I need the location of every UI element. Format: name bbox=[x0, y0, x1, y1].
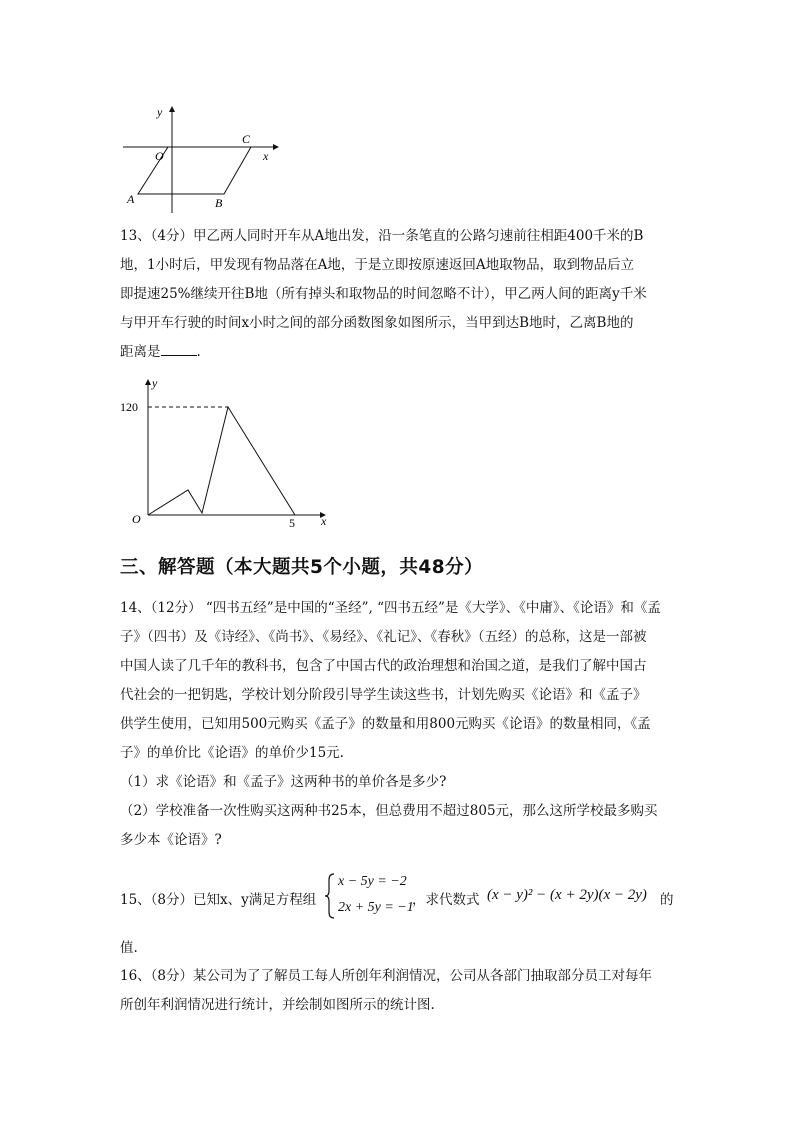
label-origin: O bbox=[155, 149, 164, 163]
q14-line: 代社会的一把钥匙，学校计划分阶段引导学生读这些书，计划先购买《论语》和《孟子》 bbox=[120, 687, 647, 703]
section-title: 三、解答题（本大题共5个小题，共48分） bbox=[120, 557, 484, 578]
tick-120: 120 bbox=[120, 400, 138, 414]
question-14 bbox=[120, 594, 680, 855]
q16-line: 16、（8分）某公司为了了解员工每人所创年利润情况，公司从各部门抽取部分员工对每年 bbox=[120, 968, 653, 984]
q15-prefix: 15、（8分）已知x、y满足方程组 bbox=[120, 892, 317, 908]
q13-line: 地，1小时后，甲发现有物品落在A地，于是立即按原速返回A地取物品，取到物品后立 bbox=[120, 257, 635, 273]
q14-line: 子》的单价比《论语》的单价少15元. bbox=[120, 745, 344, 761]
label-B: B bbox=[215, 196, 223, 210]
q14-line: 供学生使用，已知用500元购买《孟子》的数量和用800元购买《论语》的数量相同，《孟 bbox=[120, 716, 651, 732]
figure-distance-time-graph bbox=[110, 375, 340, 535]
label-y: y bbox=[157, 105, 163, 119]
q16-line: 所创年利润情况进行统计，并绘制如图所示的统计图. bbox=[120, 997, 435, 1013]
q13-line: 即提速25%继续开往B地（所有掉头和取物品的时间忽略不计），甲乙两人间的距离y千米 bbox=[120, 286, 647, 302]
label-C: C bbox=[242, 132, 251, 146]
q15-middle: ，求代数式 bbox=[412, 892, 480, 908]
q14-line: 中国人读了几千年的教科书，包含了中国古代的政治理想和治国之道，是我们了解中国古 bbox=[120, 658, 647, 674]
figure-parallelogram bbox=[115, 100, 290, 220]
q14-sub2: 多少本《论语》? bbox=[120, 832, 222, 848]
q14-line: 子》（四书）及《诗经》、《尚书》、《易经》、《礼记》、《春秋》（五经）的总称，这是一部被 bbox=[120, 629, 647, 645]
q14-sub2: （2）学校准备一次性购买这两种书25本，但总费用不超过805元，那么这所学校最多购买 bbox=[120, 803, 658, 819]
q13-suffix: . bbox=[196, 344, 201, 360]
function-graph bbox=[148, 407, 295, 515]
question-13 bbox=[120, 222, 680, 367]
q14-line: 14、（12分） “四书五经”是中国的“圣经”, “四书五经”是《大学》、《中庸》、《论语》和《孟 bbox=[120, 600, 661, 616]
equation-brace bbox=[324, 872, 336, 920]
answer-blank bbox=[161, 341, 197, 356]
label-origin: O bbox=[132, 512, 141, 526]
q13-line: 13、（4分）甲乙两人同时开车从A地出发，沿一条笔直的公路匀速前往相距400千米的B bbox=[120, 228, 644, 244]
tick-5: 5 bbox=[289, 516, 295, 530]
q15-continuation: 值. bbox=[120, 940, 138, 956]
q13-line: 与甲开车行驶的时间x小时之间的部分函数图象如图所示，当甲到达B地时，乙离B地的 bbox=[120, 315, 634, 331]
label-A: A bbox=[127, 192, 135, 206]
q13-prefix: 距离是 bbox=[120, 344, 161, 360]
label-x: x bbox=[321, 514, 327, 528]
label-y: y bbox=[152, 376, 158, 390]
equation-2: 2x + 5y = −1 bbox=[338, 900, 414, 915]
equation-1: x − 5y = −2 bbox=[338, 874, 407, 889]
q14-sub1: （1）求《论语》和《孟子》这两种书的单价各是多少? bbox=[120, 774, 447, 790]
q13-last-line bbox=[120, 338, 680, 367]
q15-suffix: 的 bbox=[660, 892, 674, 908]
algebraic-expression: (x − y)² − (x + 2y)(x − 2y) bbox=[487, 887, 647, 903]
label-x: x bbox=[263, 149, 269, 163]
question-16 bbox=[120, 962, 680, 1020]
